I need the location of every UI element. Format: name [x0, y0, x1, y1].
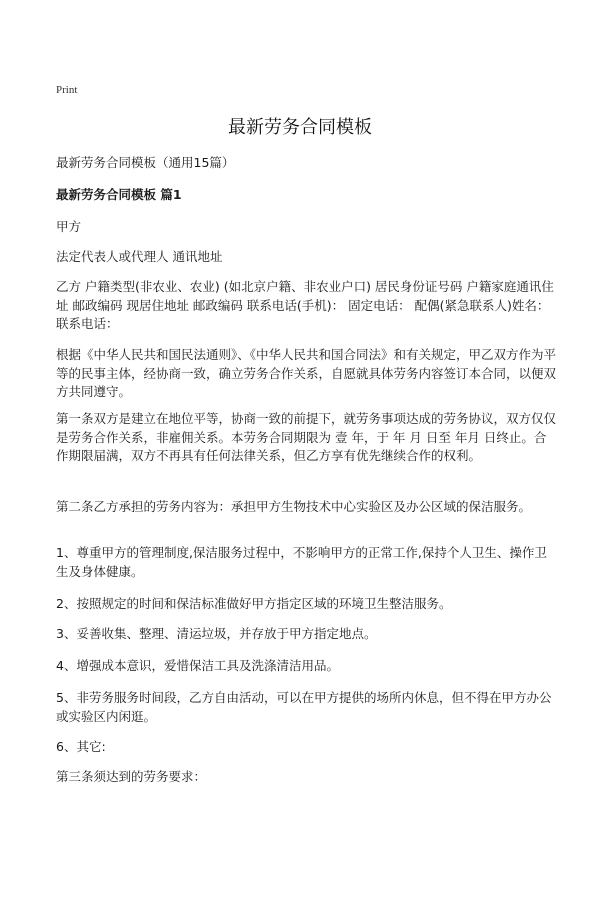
paragraph-article-1: 第一条双方是建立在地位平等，协商一致的前提下，就劳务事项达成的劳务协议，双方仅仅是劳务合作关系，非雇佣关系。本劳务合同期限为 壹 年，于 年 月 日至 年月 日终止。合作期限届满，双方不再具有任何法律关系，但乙方享有优先继续合作的权利。 — [56, 411, 557, 463]
paragraph-article-3: 第三条须达到的劳务要求： — [56, 769, 207, 784]
paragraph-legal-basis: 根据《中华人民共和国民法通则》、《中华人民共和国合同法》和有关规定，甲乙双方作为平等的民事主体，经协商一致，确立劳务合作关系，自愿就具体劳务内容签订本合同，以便双方共同遵守。 — [56, 347, 557, 399]
paragraph-item-5: 5、非劳务服务时间段，乙方自由活动，可以在甲方提供的场所内休息，但不得在甲方办公或实验区内闲逛。 — [56, 690, 552, 724]
paragraph-item-1: 1、尊重甲方的管理制度,保洁服务过程中，不影响甲方的正常工作,保持个人卫生、操作卫生及身体健康。 — [56, 545, 547, 579]
section-heading: 最新劳务合同模板 篇1 — [56, 187, 182, 202]
paragraph-article-2: 第二条乙方承担的劳务内容为：承担甲方生物技术中心实验区及办公区域的保洁服务。 — [56, 499, 532, 514]
document-title: 最新劳务合同模板 — [228, 117, 372, 138]
paragraph-item-2: 2、按照规定的时间和保洁标准做好甲方指定区域的环境卫生整洁服务。 — [56, 596, 452, 611]
paragraph-legal-rep: 法定代表人或代理人 通讯地址 — [56, 249, 223, 264]
paragraph-party-a: 甲方 — [56, 219, 82, 234]
document-subtitle: 最新劳务合同模板（通用15篇） — [56, 155, 235, 170]
paragraph-item-6: 6、其它: — [56, 739, 106, 754]
print-link[interactable]: Print — [56, 84, 78, 96]
paragraph-item-4: 4、增强成本意识，爱惜保洁工具及洗涤清洁用品。 — [56, 658, 339, 673]
paragraph-party-b: 乙方 户籍类型(非农业、农业) (如北京户籍、非农业户口) 居民身份证号码 户籍家庭通讯住址 邮政编码 现居住地址 邮政编码 联系电话(手机)： 固定电话： 配偶(紧急联系人)姓名： 联系电话： — [56, 279, 554, 331]
paragraph-item-3: 3、妥善收集、整理、清运垃圾，并存放于甲方指定地点。 — [56, 626, 377, 641]
